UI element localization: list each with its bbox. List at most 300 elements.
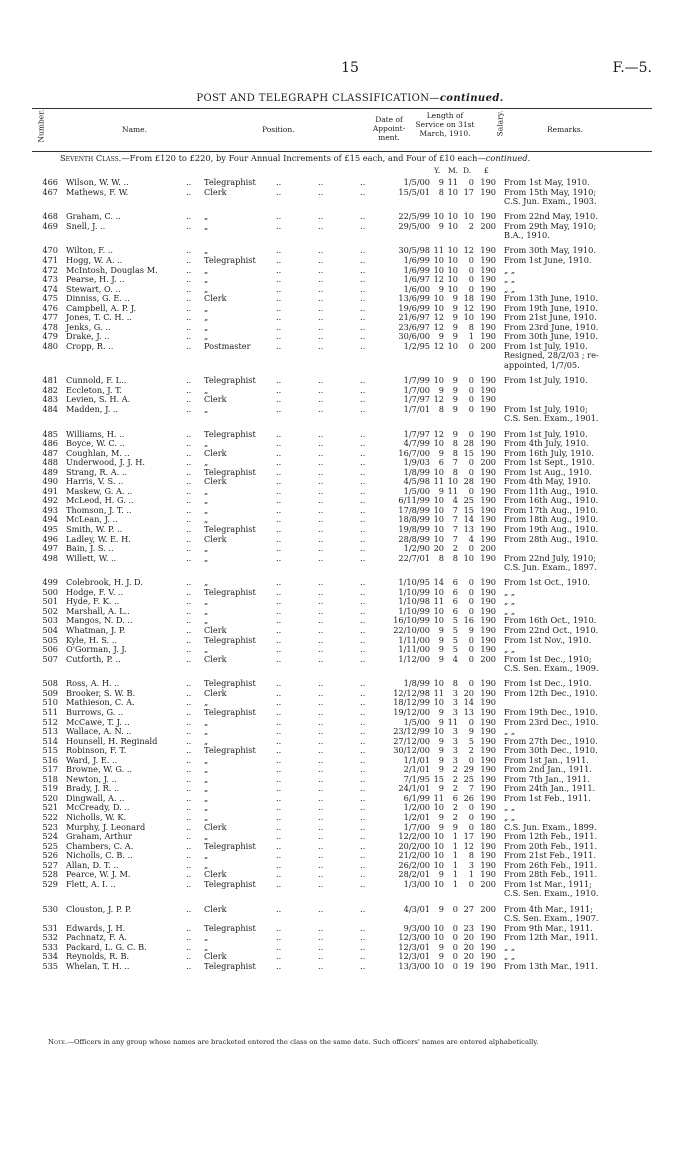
leader-dots: .. (360, 220, 366, 231)
row-months: 10 (447, 245, 458, 256)
row-number: 525 (42, 840, 58, 851)
row-date: 30/5/98 (398, 245, 430, 256)
row-remarks: From 26th Feb., 1911. (504, 859, 598, 870)
leader-dots: .. (186, 340, 192, 351)
leader-dots: .. (360, 457, 366, 468)
row-salary: 190 (480, 596, 496, 607)
leader-dots: .. (360, 264, 366, 275)
leader-dots: .. (186, 932, 192, 943)
leader-dots: .. (318, 331, 324, 342)
row-position: „ (204, 932, 209, 943)
row-salary: 190 (480, 438, 496, 449)
leader-dots: .. (276, 312, 282, 323)
page-number: 15 (341, 60, 359, 76)
row-remarks: From 12th Mar., 1911. (504, 932, 598, 943)
leader-dots: .. (186, 840, 192, 851)
row-years: 10 (433, 264, 444, 275)
row-remarks: From 22nd July, 1910; (504, 552, 596, 563)
leader-dots: .. (186, 812, 192, 823)
leader-dots: .. (276, 586, 282, 597)
row-date: 24/1/01 (398, 783, 430, 794)
row-position: „ (204, 504, 209, 515)
row-months: 9 (452, 312, 458, 323)
leader-dots: .. (360, 394, 366, 405)
row-number: 491 (42, 485, 58, 496)
row-years: 12 (433, 312, 444, 323)
row-remarks: From 28th Feb., 1911. (504, 869, 598, 880)
row-position: „ (204, 438, 209, 449)
row-years: 9 (438, 821, 444, 832)
row-years: 9 (438, 177, 444, 187)
header-remarks: Remarks. (547, 125, 584, 134)
row-salary: 190 (480, 859, 496, 870)
row-remarks: From 1st Dec., 1910. (504, 678, 592, 689)
leader-dots: .. (318, 903, 324, 914)
row-name: Campbell, A. P. J. (66, 302, 137, 313)
row-days: 12 (463, 245, 474, 256)
row-date: 1/10/95 (398, 577, 430, 588)
leader-dots: .. (318, 878, 324, 889)
row-number: 483 (42, 394, 58, 405)
leader-dots: .. (360, 302, 366, 313)
row-salary: 190 (480, 514, 496, 525)
row-name: Pachnatz, F. A. (66, 932, 127, 943)
leader-dots: .. (318, 932, 324, 943)
leader-dots: .. (276, 754, 282, 765)
row-days: 25 (463, 773, 474, 784)
leader-dots: .. (276, 726, 282, 737)
row-date: 7/1/95 (403, 773, 430, 784)
row-date: 1/3/00 (403, 878, 430, 889)
row-name: Williams, H. .. (66, 428, 125, 439)
row-number: 488 (42, 457, 58, 468)
leader-dots: .. (186, 869, 192, 880)
unit-months: M. (448, 166, 459, 175)
row-salary: 190 (480, 932, 496, 943)
leader-dots: .. (360, 533, 366, 544)
row-salary: 190 (480, 428, 496, 439)
row-name: Ward, J. E. .. (66, 754, 118, 765)
row-years: 10 (433, 495, 444, 506)
row-remarks: C.S. Sen. Exam., 1910. (504, 888, 599, 899)
row-months: 9 (452, 821, 458, 832)
row-months: 5 (452, 615, 458, 626)
leader-dots: .. (360, 831, 366, 842)
leader-dots: .. (276, 644, 282, 655)
row-years: 10 (433, 932, 444, 943)
row-remarks: From 1st Sept., 1910. (504, 457, 595, 468)
leader-dots: .. (276, 625, 282, 636)
row-months: 7 (452, 533, 458, 544)
row-date: 1/5/00 (403, 177, 430, 187)
leader-dots: .. (276, 707, 282, 717)
leader-dots: .. (276, 211, 282, 222)
row-remarks: From 30th June, 1910. (504, 331, 598, 342)
row-years: 9 (438, 644, 444, 655)
leader-dots: .. (318, 375, 324, 386)
row-name: Jones, T. C. H. .. (66, 312, 132, 323)
row-number: 507 (42, 653, 58, 664)
row-position: Telegraphist (204, 586, 256, 597)
row-date: 16/7/00 (398, 447, 430, 458)
row-salary: 190 (480, 735, 496, 746)
leader-dots: .. (276, 245, 282, 256)
row-number: 515 (42, 745, 58, 756)
row-position: „ (204, 615, 209, 626)
row-remarks: „ „ (504, 802, 516, 813)
leader-dots: .. (276, 274, 282, 285)
row-number: 472 (42, 264, 58, 275)
leader-dots: .. (318, 552, 324, 563)
leader-dots: .. (318, 340, 324, 351)
row-position: „ (204, 831, 209, 842)
row-days: 27 (463, 903, 474, 914)
row-years: 6 (438, 457, 444, 468)
row-position: Postmaster (204, 340, 251, 351)
row-salary: 190 (480, 678, 496, 689)
row-position: Telegraphist (204, 678, 256, 689)
row-name: McLeod, H. G. .. (66, 495, 134, 506)
row-days: 0 (468, 821, 474, 832)
row-days: 17 (463, 186, 474, 197)
row-years: 12 (433, 340, 444, 351)
row-position: Clerk (204, 653, 227, 664)
row-number: 522 (42, 812, 58, 823)
row-name: Reynolds, R. B. (66, 951, 130, 962)
leader-dots: .. (318, 716, 324, 727)
leader-dots: .. (276, 476, 282, 487)
row-days: 0 (468, 754, 474, 765)
row-days: 9 (468, 726, 474, 737)
row-salary: 190 (480, 321, 496, 332)
leader-dots: .. (360, 321, 366, 332)
row-number: 493 (42, 504, 58, 515)
leader-dots: .. (186, 447, 192, 458)
row-salary: 190 (480, 302, 496, 313)
leader-dots: .. (360, 850, 366, 861)
leader-dots: .. (186, 283, 192, 294)
leader-dots: .. (360, 644, 366, 655)
leader-dots: .. (276, 922, 282, 933)
row-date: 19/12/00 (393, 707, 430, 717)
row-salary: 190 (480, 485, 496, 496)
header-number: Number. (36, 109, 46, 143)
row-number: 532 (42, 932, 58, 943)
row-years: 9 (438, 812, 444, 823)
row-salary: 190 (480, 802, 496, 813)
row-name: Graham, C. .. (66, 211, 121, 222)
leader-dots: .. (360, 869, 366, 880)
leader-dots: .. (276, 552, 282, 563)
row-number: 471 (42, 255, 58, 266)
row-position: „ (204, 716, 209, 727)
leader-dots: .. (360, 543, 366, 554)
row-number: 502 (42, 605, 58, 616)
row-days: 0 (468, 586, 474, 597)
row-salary: 190 (480, 773, 496, 784)
row-number: 506 (42, 644, 58, 655)
row-date: 1/7/01 (403, 403, 430, 414)
leader-dots: .. (276, 485, 282, 496)
leader-dots: .. (318, 457, 324, 468)
row-number: 519 (42, 783, 58, 794)
leader-dots: .. (276, 850, 282, 861)
leader-dots: .. (360, 687, 366, 698)
row-years: 9 (438, 783, 444, 794)
row-name: Browne, W. G. .. (66, 764, 133, 775)
row-name: Mathews, F. W. (66, 186, 129, 197)
row-remarks: „ „ (504, 586, 516, 597)
row-days: 7 (468, 783, 474, 794)
row-years: 10 (433, 878, 444, 889)
leader-dots: .. (186, 687, 192, 698)
row-months: 11 (447, 716, 458, 727)
row-years: 12 (433, 274, 444, 285)
row-years: 11 (433, 596, 444, 607)
row-remarks: C.S. Sen. Exam., 1909. (504, 663, 599, 674)
row-date: 21/6/97 (398, 312, 430, 323)
row-remarks: „ „ (504, 644, 516, 655)
table-header (32, 108, 652, 152)
leader-dots: .. (276, 812, 282, 823)
row-months: 2 (452, 773, 458, 784)
row-remarks: From 11th Aug., 1910. (504, 485, 599, 496)
row-days: 0 (468, 394, 474, 405)
row-date: 1/8/99 (403, 466, 430, 477)
row-name: Flett, A. I. .. (66, 878, 116, 889)
row-years: 10 (433, 255, 444, 266)
leader-dots: .. (360, 283, 366, 294)
row-months: 10 (447, 220, 458, 231)
row-position: Telegraphist (204, 428, 256, 439)
row-position: Telegraphist (204, 466, 256, 477)
row-name: Pearce, W. J. M. (66, 869, 131, 880)
class-label: Seventh Class. (60, 153, 122, 163)
row-days: 0 (468, 678, 474, 689)
leader-dots: .. (318, 596, 324, 607)
row-number: 530 (42, 903, 58, 914)
row-months: 0 (452, 903, 458, 914)
leader-dots: .. (318, 394, 324, 405)
leader-dots: .. (276, 255, 282, 266)
row-position: Clerk (204, 186, 227, 197)
row-salary: 190 (480, 476, 496, 487)
leader-dots: .. (360, 211, 366, 222)
row-number: 492 (42, 495, 58, 506)
row-days: 20 (463, 932, 474, 943)
leader-dots: .. (276, 321, 282, 332)
row-date: 1/11/00 (398, 634, 430, 645)
row-months: 10 (447, 283, 458, 294)
leader-dots: .. (276, 960, 282, 971)
leader-dots: .. (318, 745, 324, 756)
row-salary: 190 (480, 840, 496, 851)
row-number: 500 (42, 586, 58, 597)
leader-dots: .. (318, 428, 324, 439)
row-number: 498 (42, 552, 58, 563)
row-years: 11 (433, 476, 444, 487)
row-days: 10 (463, 211, 474, 222)
row-position: Clerk (204, 476, 227, 487)
row-date: 12/3/01 (398, 951, 430, 962)
row-months: 8 (452, 447, 458, 458)
row-remarks: From 22nd Oct., 1910. (504, 625, 599, 636)
row-months: 2 (452, 812, 458, 823)
leader-dots: .. (318, 812, 324, 823)
leader-dots: .. (276, 504, 282, 515)
row-months: 7 (452, 514, 458, 525)
header-salary: Salary. (495, 110, 505, 137)
leader-dots: .. (360, 678, 366, 689)
row-name: Cutforth, P. .. (66, 653, 121, 664)
row-days: 3 (468, 859, 474, 870)
row-remarks: From 1st Nov., 1910. (504, 634, 592, 645)
row-days: 26 (463, 792, 474, 803)
row-name: Kyle, H. S. .. (66, 634, 117, 645)
leader-dots: .. (186, 543, 192, 554)
row-position: Telegraphist (204, 922, 256, 933)
row-salary: 190 (480, 245, 496, 256)
row-months: 9 (452, 321, 458, 332)
leader-dots: .. (318, 735, 324, 746)
leader-dots: .. (276, 457, 282, 468)
row-months: 10 (447, 211, 458, 222)
row-remarks: From 28th Aug., 1910. (504, 533, 599, 544)
leader-dots: .. (360, 428, 366, 439)
row-months: 6 (452, 577, 458, 588)
row-salary: 190 (480, 644, 496, 655)
leader-dots: .. (186, 552, 192, 563)
row-months: 0 (452, 960, 458, 971)
leader-dots: .. (360, 754, 366, 765)
leader-dots: .. (186, 754, 192, 765)
row-years: 9 (438, 447, 444, 458)
row-salary: 190 (480, 687, 496, 698)
header-name: Name. (122, 125, 147, 134)
table-row (0, 351, 700, 361)
leader-dots: .. (276, 438, 282, 449)
row-date: 1/6/99 (403, 255, 430, 266)
row-salary: 190 (480, 625, 496, 636)
leader-dots: .. (360, 596, 366, 607)
row-date: 12/2/00 (398, 831, 430, 842)
row-days: 8 (468, 850, 474, 861)
row-salary: 190 (480, 716, 496, 727)
row-days: 0 (468, 644, 474, 655)
row-years: 11 (433, 792, 444, 803)
row-remarks: From 30th May, 1910. (504, 245, 596, 256)
row-remarks: From 21st June, 1910. (504, 312, 597, 323)
row-remarks: From 12th Dec., 1910. (504, 687, 598, 698)
row-number: 475 (42, 293, 58, 304)
row-days: 1 (468, 331, 474, 342)
leader-dots: .. (276, 653, 282, 664)
row-salary: 190 (480, 707, 496, 717)
row-number: 528 (42, 869, 58, 880)
row-remarks: From 1st Feb., 1911. (504, 792, 591, 803)
row-date: 1/10/98 (398, 596, 430, 607)
row-days: 0 (468, 255, 474, 266)
row-remarks: „ „ (504, 812, 516, 823)
row-years: 9 (438, 283, 444, 294)
leader-dots: .. (276, 543, 282, 554)
row-days: 25 (463, 495, 474, 506)
row-position: „ (204, 457, 209, 468)
row-salary: 190 (480, 605, 496, 616)
title-continued: continued. (439, 93, 504, 104)
leader-dots: .. (186, 177, 192, 187)
row-name: Eccleton, J. T. (66, 384, 123, 395)
leader-dots: .. (186, 697, 192, 708)
table-row (0, 664, 700, 674)
leader-dots: .. (276, 932, 282, 943)
row-days: 28 (463, 476, 474, 487)
row-position: Clerk (204, 293, 227, 304)
leader-dots: .. (318, 840, 324, 851)
leader-dots: .. (276, 697, 282, 708)
leader-dots: .. (186, 523, 192, 534)
row-date: 20/2/00 (398, 840, 430, 851)
row-remarks: From 1st Jan., 1911. (504, 754, 589, 765)
row-days: 15 (463, 504, 474, 515)
row-name: Mangos, N. D. .. (66, 615, 133, 626)
row-date: 13/6/99 (398, 293, 430, 304)
leader-dots: .. (318, 403, 324, 414)
leader-dots: .. (276, 773, 282, 784)
row-years: 10 (433, 960, 444, 971)
leader-dots: .. (360, 783, 366, 794)
leader-dots: .. (276, 840, 282, 851)
leader-dots: .. (186, 802, 192, 813)
row-date: 1/7/97 (403, 428, 430, 439)
row-date: 30/6/00 (398, 331, 430, 342)
leader-dots: .. (186, 625, 192, 636)
leader-dots: .. (318, 831, 324, 842)
row-days: 0 (468, 177, 474, 187)
leader-dots: .. (186, 735, 192, 746)
row-months: 6 (452, 596, 458, 607)
row-salary: 180 (480, 821, 496, 832)
row-salary: 190 (480, 533, 496, 544)
leader-dots: .. (318, 302, 324, 313)
leader-dots: .. (360, 812, 366, 823)
leader-dots: .. (360, 523, 366, 534)
row-name: Hounsell, H. Reginald (66, 735, 158, 746)
row-remarks: C.S. Jun. Exam., 1903. (504, 196, 597, 207)
leader-dots: .. (318, 495, 324, 506)
row-days: 0 (468, 466, 474, 477)
row-number: 466 (42, 177, 58, 187)
row-name: Brady, J. R. .. (66, 783, 120, 794)
row-years: 10 (433, 375, 444, 386)
leader-dots: .. (186, 403, 192, 414)
leader-dots: .. (186, 586, 192, 597)
header-date: Date of Appoint-ment. (372, 115, 406, 142)
leader-dots: .. (318, 533, 324, 544)
leader-dots: .. (318, 707, 324, 717)
row-position: Telegraphist (204, 634, 256, 645)
row-number: 535 (42, 960, 58, 971)
row-months: 1 (452, 869, 458, 880)
leader-dots: .. (186, 634, 192, 645)
row-date: 18/12/99 (393, 697, 430, 708)
leader-dots: .. (186, 764, 192, 775)
row-days: 20 (463, 951, 474, 962)
leader-dots: .. (360, 438, 366, 449)
leader-dots: .. (276, 821, 282, 832)
row-remarks: From 1st July, 1910. (504, 375, 588, 386)
row-days: 0 (468, 653, 474, 664)
